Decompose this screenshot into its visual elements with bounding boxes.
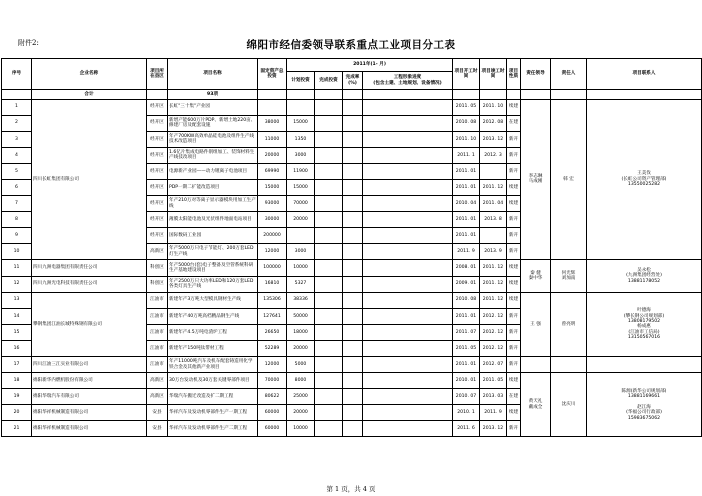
row-district: 科创区 (147, 276, 168, 292)
row-plan: 5327 (287, 276, 315, 292)
row-done (315, 147, 343, 163)
row-district: 高新区 (147, 389, 168, 405)
row-seq: 14 (2, 308, 32, 324)
row-district: 科创区 (147, 260, 168, 276)
row-plan: 15000 (287, 115, 315, 131)
header-progress-top: 工程形象进度 (393, 75, 422, 81)
header-company: 企业名称 (32, 59, 147, 90)
row-nature: 新开 (507, 357, 521, 373)
row-total-invest: 200000 (258, 228, 287, 244)
row-finish: 2011. 12 (480, 276, 507, 292)
group-company: 四川长虹集团有限公司 (32, 99, 147, 260)
row-seq: 16 (2, 340, 32, 356)
group-owner: 何光辉 刘加南 (551, 260, 587, 292)
row-project: 1.6亿片集成电路件削组加工、装饰材料生产线技改项目 (168, 147, 258, 163)
row-plan: 70000 (287, 196, 315, 212)
row-start: 2010. 1 (453, 405, 480, 421)
row-project: 年产2500万只大功率LED和120万套LED各类灯具生产线 (168, 276, 258, 292)
row-done (315, 340, 343, 356)
row-nature: 新开 (507, 324, 521, 340)
row-done (315, 276, 343, 292)
row-nature: 新开 (507, 212, 521, 228)
row-total-invest: 11000 (258, 131, 287, 147)
row-project: 华祥汽车及发动机零部件生产一期工程 (168, 405, 258, 421)
header-project: 项目名称 (168, 59, 258, 90)
row-seq: 19 (2, 389, 32, 405)
header-total-invest: 固定资产总投资 (258, 59, 287, 90)
row-company: 四川江油三江实业有限公司 (32, 357, 147, 373)
row-progress (363, 324, 453, 340)
row-nature: 续建 (507, 405, 521, 421)
row-nature: 续建 (507, 196, 521, 212)
group-contact: 王美伐 (长虹公司资产管理部) 13550025282 (587, 99, 702, 260)
project-table (1, 58, 702, 437)
group-leader: 王 强 (521, 292, 551, 356)
header-finish: 项目竣工时间 (480, 59, 507, 90)
row-company: 绵阳华瑞汽车有限公司 (32, 389, 147, 405)
summary-label: 合计 (32, 90, 147, 100)
row-rate (343, 163, 363, 179)
group-contact (587, 357, 702, 373)
row-plan: 20000 (287, 405, 315, 421)
row-total-invest: 26650 (258, 324, 287, 340)
group-leader: 李志琳 马成刚 (521, 99, 551, 260)
row-seq: 4 (2, 147, 32, 163)
row-plan: 11900 (287, 163, 315, 179)
row-plan (287, 228, 315, 244)
row-progress (363, 228, 453, 244)
row-rate (343, 99, 363, 115)
row-district: 经开区 (147, 212, 168, 228)
row-project: 长虹"三十集"产业园 (168, 99, 258, 115)
table-row (2, 99, 702, 115)
row-nature: 续建 (507, 99, 521, 115)
row-plan: 20000 (287, 340, 315, 356)
row-company: 绵阳新华内燃机股份有限公司 (32, 373, 147, 389)
group-owner: 韩 宏 (551, 99, 587, 260)
page-footer: 第 1 页，共 4 页 (326, 485, 376, 493)
row-nature: 新开 (507, 421, 521, 437)
row-progress (363, 421, 453, 437)
row-plan (287, 99, 315, 115)
row-finish: 2012. 12 (480, 308, 507, 324)
row-finish (480, 163, 507, 179)
row-district: 经开区 (147, 147, 168, 163)
row-start: 2011. 01 (453, 212, 480, 228)
summary-row (2, 90, 702, 100)
row-progress (363, 147, 453, 163)
header-owner: 责任人 (551, 59, 587, 90)
row-plan: 10000 (287, 260, 315, 276)
row-rate (343, 147, 363, 163)
row-rate (343, 308, 363, 324)
row-district: 安县 (147, 421, 168, 437)
row-done (315, 212, 343, 228)
row-plan: 3000 (287, 244, 315, 260)
row-seq: 7 (2, 196, 32, 212)
row-seq: 13 (2, 292, 32, 308)
row-progress (363, 260, 453, 276)
row-project: 华祥汽车及发动机零部件生产二期工程 (168, 421, 258, 437)
row-seq: 15 (2, 324, 32, 340)
row-nature: 在建 (507, 389, 521, 405)
row-seq: 12 (2, 276, 32, 292)
row-total-invest: 38000 (258, 115, 287, 131)
row-project: 年产5000万只电子节能灯、200万套LED灯生产线 (168, 244, 258, 260)
row-start: 2011. 05 (453, 99, 480, 115)
row-start: 2010. 08 (453, 115, 480, 131)
row-rate (343, 292, 363, 308)
row-district: 江油市 (147, 357, 168, 373)
header-plan: 计划投资 (287, 72, 315, 90)
row-done (315, 324, 343, 340)
row-total-invest: 12000 (258, 244, 287, 260)
table-row (2, 357, 702, 373)
row-seq: 6 (2, 179, 32, 195)
row-rate (343, 260, 363, 276)
row-plan: 25000 (287, 389, 315, 405)
row-done (315, 228, 343, 244)
row-company: 绵阳华祥机械制造有限公司 (32, 421, 147, 437)
header-contact: 项目联系人 (587, 59, 702, 90)
header-district: 项目所在县区 (147, 59, 168, 90)
row-district: 江油市 (147, 340, 168, 356)
row-project: 华瑞汽车搬迁改造及扩二期工程 (168, 389, 258, 405)
row-done (315, 421, 343, 437)
row-progress (363, 131, 453, 147)
row-progress (363, 292, 453, 308)
row-progress (363, 179, 453, 195)
row-project: 国际数码工业园 (168, 228, 258, 244)
table-body (2, 90, 702, 437)
row-total-invest: 60000 (258, 421, 287, 437)
row-district: 经开区 (147, 99, 168, 115)
row-district: 江油市 (147, 324, 168, 340)
row-seq: 9 (2, 228, 32, 244)
row-start: 2011. 01 (453, 357, 480, 373)
group-owner: 沈庆川 (551, 373, 587, 437)
row-start: 2011. 6 (453, 421, 480, 437)
row-project: 新建年产40万吨高档精品钢生产线 (168, 308, 258, 324)
header-rate: 完成率(%) (343, 72, 363, 90)
row-done (315, 196, 343, 212)
row-project: 新增产能600万片PDP、新增土地220亩、修建厂房及配套设施 (168, 115, 258, 131)
row-company: 绵阳华祥机械制造有限公司 (32, 405, 147, 421)
row-rate (343, 196, 363, 212)
row-total-invest: 93000 (258, 196, 287, 212)
row-rate (343, 244, 363, 260)
row-rate (343, 179, 363, 195)
row-progress (363, 308, 453, 324)
row-district: 经开区 (147, 163, 168, 179)
row-district: 高新区 (147, 373, 168, 389)
row-finish (480, 228, 507, 244)
row-finish: 2011. 9 (480, 405, 507, 421)
row-start: 2011. 01 (453, 228, 480, 244)
row-progress (363, 373, 453, 389)
row-finish: 2011. 04 (480, 196, 507, 212)
table-row (2, 373, 702, 389)
row-seq: 20 (2, 405, 32, 421)
header-progress-bottom: (包含土建、土地规划、设备情况) (373, 80, 442, 86)
row-project: 年产210万对等离子显示器模块用加工生产线 (168, 196, 258, 212)
row-district: 江油市 (147, 308, 168, 324)
row-seq: 17 (2, 357, 32, 373)
row-done (315, 308, 343, 324)
row-progress (363, 163, 453, 179)
row-done (315, 405, 343, 421)
row-rate (343, 340, 363, 356)
row-total-invest: 127641 (258, 308, 287, 324)
group-company: 攀钢集团江油长城特殊钢有限公司 (32, 292, 147, 356)
row-finish: 2011. 10 (480, 99, 507, 115)
row-project: 年产5000台(套)电子整备及空管系统科研生产基地建设项目 (168, 260, 258, 276)
row-total-invest: 15000 (258, 179, 287, 195)
row-project: 年产700KW高效单晶硅电池及组件生产线技术改造项目 (168, 131, 258, 147)
row-seq: 5 (2, 163, 32, 179)
row-nature: 新开 (507, 147, 521, 163)
row-district: 经开区 (147, 131, 168, 147)
row-rate (343, 115, 363, 131)
row-rate (343, 131, 363, 147)
group-owner (551, 357, 587, 373)
row-project: 新建年产150吨钛带材工程 (168, 340, 258, 356)
row-company: 四川九洲电器集团有限责任公司 (32, 260, 147, 276)
row-seq: 18 (2, 373, 32, 389)
row-district: 经开区 (147, 196, 168, 212)
row-finish: 2011. 12 (480, 260, 507, 276)
row-plan: 8000 (287, 373, 315, 389)
row-start: 2010. 07 (453, 389, 480, 405)
row-seq: 2 (2, 115, 32, 131)
row-plan: 18000 (287, 324, 315, 340)
row-finish: 2011. 05 (480, 373, 507, 389)
row-nature: 新开 (507, 163, 521, 179)
row-district: 经开区 (147, 179, 168, 195)
row-nature: 续建 (507, 260, 521, 276)
row-finish: 2012. 07 (480, 357, 507, 373)
group-contact: 陈源(新华公司规划部) 13881169661 赵江海 (华福公司行政部) 15983675062 (587, 373, 702, 437)
row-plan: 3000 (287, 147, 315, 163)
row-district: 江油市 (147, 292, 168, 308)
row-start: 2011. 01 (453, 163, 480, 179)
row-project: PDP一期二扩能改造项目 (168, 179, 258, 195)
row-done (315, 99, 343, 115)
row-finish: 2013. 9 (480, 244, 507, 260)
header-year-group: 2011年(1- 月) (287, 59, 453, 72)
row-nature: 新开 (507, 131, 521, 147)
row-done (315, 373, 343, 389)
header-seq: 序号 (2, 59, 32, 90)
row-seq: 21 (2, 421, 32, 437)
row-finish: 2012. 12 (480, 340, 507, 356)
row-nature: 续建 (507, 179, 521, 195)
row-seq: 3 (2, 131, 32, 147)
row-total-invest (258, 99, 287, 115)
row-rate (343, 276, 363, 292)
row-done (315, 357, 343, 373)
row-start: 2011. 01 (453, 308, 480, 324)
row-progress (363, 357, 453, 373)
row-plan: 20000 (287, 212, 315, 228)
row-progress (363, 244, 453, 260)
row-start: 2009. 01 (453, 276, 480, 292)
row-plan: 50000 (287, 308, 315, 324)
row-start: 2010. 04 (453, 196, 480, 212)
row-project: 年产11000吨汽车及机车配套铸造用化学铁合金及其他新产业项目 (168, 357, 258, 373)
group-owner: 曾亮明 (551, 292, 587, 356)
row-progress (363, 340, 453, 356)
row-project: 电源新产业园——动力锂离子电池项目 (168, 163, 258, 179)
row-done (315, 389, 343, 405)
row-total-invest: 30000 (258, 212, 287, 228)
row-total-invest: 20000 (258, 147, 287, 163)
row-start: 2011. 05 (453, 340, 480, 356)
row-finish: 2013. 8 (480, 212, 507, 228)
table-row (2, 260, 702, 276)
page-title: 绵阳市经信委领导联系重点工业项目分工表 (246, 39, 456, 51)
row-progress (363, 196, 453, 212)
row-seq: 10 (2, 244, 32, 260)
group-leader (521, 357, 551, 373)
row-seq: 8 (2, 212, 32, 228)
group-contact: 叶德海 (攀长钢公司规划部) 13808179502 杨成惠 (江油市工信局) 13150567016 (587, 292, 702, 356)
header-done: 完成投资 (315, 72, 343, 90)
header-nature: 项目性质 (507, 59, 521, 90)
group-contact: 吴永松 (九洲集团经营处) 13881178052 (587, 260, 702, 292)
row-done (315, 131, 343, 147)
row-start: 2011. 9 (453, 244, 480, 260)
row-nature: 续建 (507, 373, 521, 389)
row-finish: 2012. 3 (480, 147, 507, 163)
row-start: 2011. 07 (453, 324, 480, 340)
row-start: 2011. 1 (453, 147, 480, 163)
row-progress (363, 115, 453, 131)
row-total-invest: 80622 (258, 389, 287, 405)
row-rate (343, 373, 363, 389)
row-plan: 38336 (287, 292, 315, 308)
row-plan: 5000 (287, 357, 315, 373)
row-project: 薄膜太阳能电池及光伏组件地面电站项目 (168, 212, 258, 228)
row-progress (363, 389, 453, 405)
row-done (315, 179, 343, 195)
row-rate (343, 324, 363, 340)
row-finish: 2011. 12 (480, 292, 507, 308)
row-nature: 新开 (507, 340, 521, 356)
row-plan: 1350 (287, 131, 315, 147)
row-project: 新建年产4.5万吨电渣炉工程 (168, 324, 258, 340)
row-progress (363, 212, 453, 228)
row-plan: 15000 (287, 179, 315, 195)
row-progress (363, 99, 453, 115)
row-total-invest: 60000 (258, 405, 287, 421)
row-total-invest: 69990 (258, 163, 287, 179)
row-company: 四川九洲光电科技有限责任公司 (32, 276, 147, 292)
row-nature: 新开 (507, 228, 521, 244)
row-project: 30万台发动机及30万套关键零部件项目 (168, 373, 258, 389)
row-rate (343, 421, 363, 437)
row-nature: 续建 (507, 292, 521, 308)
row-project: 新建年产3万吨大型模具钢材生产线 (168, 292, 258, 308)
group-leader: 秦 健 秦中华 (521, 260, 551, 292)
row-start: 2010. 08 (453, 292, 480, 308)
row-done (315, 163, 343, 179)
row-start: 2008. 01 (453, 260, 480, 276)
row-finish: 2012. 12 (480, 324, 507, 340)
row-progress (363, 405, 453, 421)
row-rate (343, 405, 363, 421)
row-nature: 新开 (507, 308, 521, 324)
row-plan: 10000 (287, 421, 315, 437)
summary-count: 93项 (168, 90, 258, 100)
row-finish: 2013. 12 (480, 131, 507, 147)
row-nature: 新开 (507, 244, 521, 260)
row-district: 经开区 (147, 228, 168, 244)
row-seq: 1 (2, 99, 32, 115)
table-row (2, 292, 702, 308)
row-start: 2011. 01 (453, 179, 480, 195)
group-leader: 黄天礼 戴成全 (521, 373, 551, 437)
row-district: 高新区 (147, 244, 168, 260)
row-rate (343, 389, 363, 405)
row-rate (343, 228, 363, 244)
row-total-invest: 100000 (258, 260, 287, 276)
row-district: 安县 (147, 405, 168, 421)
row-start: 2011. 10 (453, 131, 480, 147)
row-finish: 2013. 03 (480, 389, 507, 405)
row-finish: 2012. 08 (480, 115, 507, 131)
header-start: 项目开工时间 (453, 59, 480, 90)
header-progress (363, 72, 453, 90)
row-rate (343, 357, 363, 373)
row-rate (343, 212, 363, 228)
row-seq: 11 (2, 260, 32, 276)
attachment-label: 附件2: (18, 39, 39, 47)
row-done (315, 115, 343, 131)
row-finish: 2013. 12 (480, 421, 507, 437)
header-leader: 责任领导 (521, 59, 551, 90)
row-total-invest: 70000 (258, 373, 287, 389)
row-finish: 2011. 12 (480, 179, 507, 195)
row-done (315, 260, 343, 276)
row-done (315, 244, 343, 260)
row-total-invest: 12000 (258, 357, 287, 373)
row-total-invest: 52289 (258, 340, 287, 356)
row-progress (363, 276, 453, 292)
row-nature: 续建 (507, 276, 521, 292)
row-total-invest: 16810 (258, 276, 287, 292)
row-district: 经开区 (147, 115, 168, 131)
row-nature: 在建 (507, 115, 521, 131)
row-start: 2010. 01 (453, 373, 480, 389)
row-done (315, 292, 343, 308)
row-total-invest: 135306 (258, 292, 287, 308)
